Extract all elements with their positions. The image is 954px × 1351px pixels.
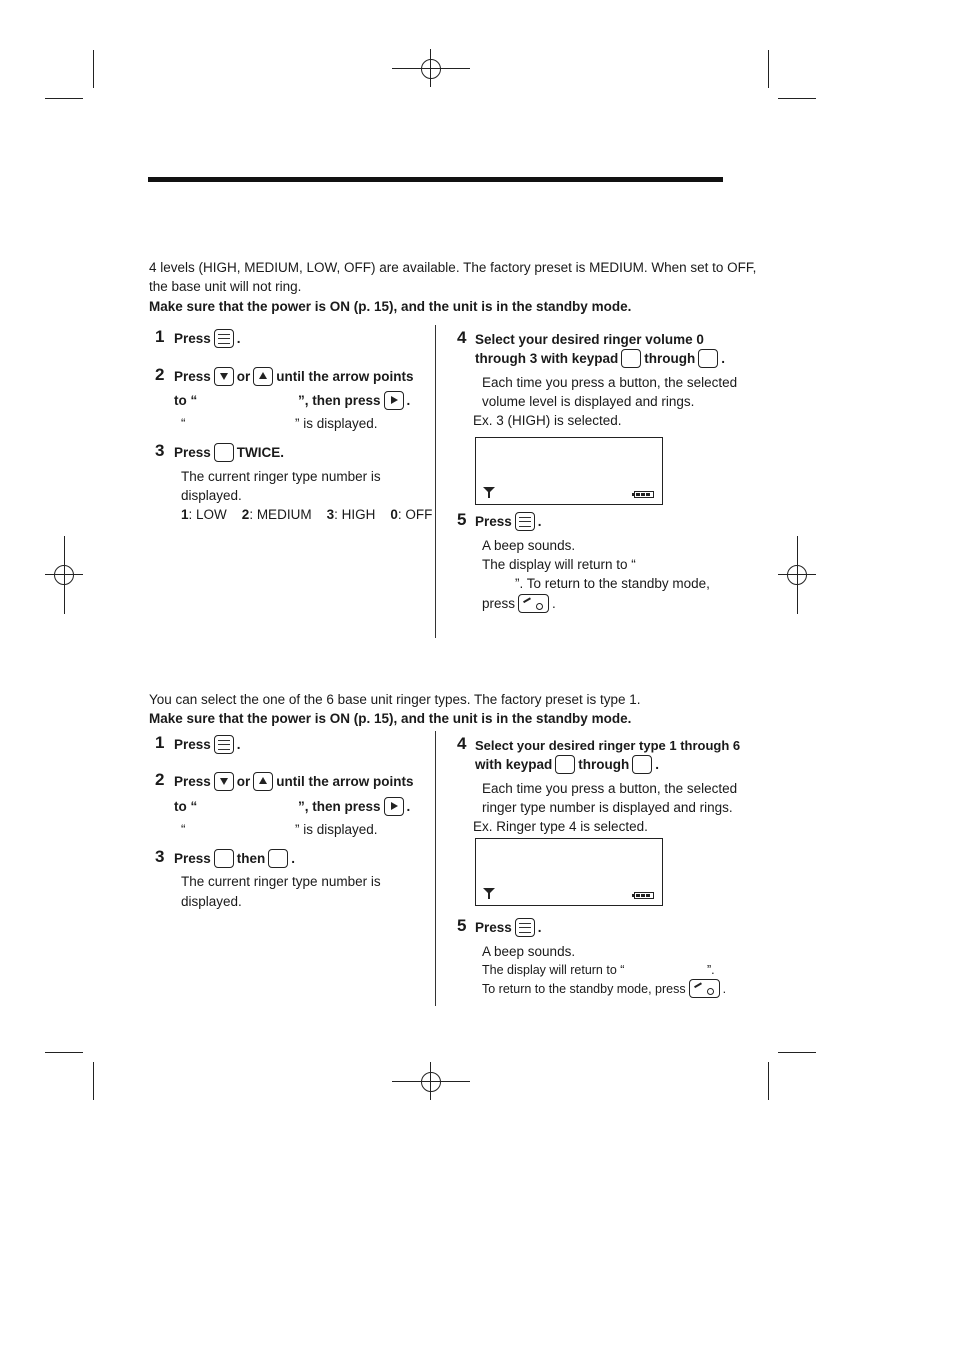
step5-desc-2-end: ”. — [707, 963, 715, 977]
column-divider — [435, 731, 436, 1006]
step2-instruction-to: to “ — [174, 799, 198, 814]
step5-desc-3: To return to the standby mode, press . — [482, 980, 726, 999]
step-number: 3 — [155, 441, 165, 460]
lcd-display — [475, 437, 663, 505]
crop-mark — [93, 50, 94, 88]
keypad-key-icon — [698, 349, 718, 368]
step2-instruction-to: to “ — [174, 393, 198, 408]
keypad-key-icon — [632, 755, 652, 774]
step4-desc: Each time you press a button, the selected — [482, 375, 738, 390]
crop-mark — [768, 1062, 769, 1100]
step-number: 4 — [457, 328, 467, 347]
down-arrow-key-icon — [214, 772, 234, 791]
step2-displayed: ” is displayed. — [295, 416, 378, 431]
step2-instruction: Press or until the arrow points — [174, 367, 414, 387]
step4-instruction-2: through 3 with keypad through . — [475, 349, 725, 369]
crop-mark — [45, 98, 83, 99]
step3-instruction: Press then . — [174, 849, 295, 869]
right-arrow-key-icon — [384, 391, 404, 410]
keypad-key-icon — [214, 849, 234, 868]
header-rule — [148, 177, 723, 182]
menu-key-icon — [214, 329, 234, 348]
battery-icon — [634, 892, 654, 899]
volume-level-item: 3: HIGH — [326, 507, 376, 522]
step2-open-quote: “ — [181, 416, 186, 431]
battery-icon — [634, 491, 654, 498]
step5-desc-3: ”. To return to the standby mode, — [515, 576, 710, 591]
step4-desc: Each time you press a button, the selected — [482, 781, 738, 796]
keypad-key-icon — [214, 443, 234, 462]
step4-instruction: Select your desired ringer volume 0 — [475, 332, 704, 347]
step2-instruction-then: ”, then press . — [298, 797, 410, 817]
section1-intro: 4 levels (HIGH, MEDIUM, LOW, OFF) are available. The factory preset is MEDIUM. When set to OFF, — [149, 260, 757, 275]
step-number: 1 — [155, 733, 165, 752]
volume-level-item: 2: MEDIUM — [241, 507, 312, 522]
keypad-key-icon — [268, 849, 288, 868]
step2-displayed: ” is displayed. — [295, 822, 378, 837]
volume-level-list — [181, 505, 432, 524]
step5-desc: A beep sounds. — [482, 538, 576, 553]
registration-mark-left — [45, 536, 83, 614]
registration-mark-top — [392, 49, 470, 87]
down-arrow-key-icon — [214, 367, 234, 386]
step3-desc: The current ringer type number is — [181, 469, 381, 484]
step-number: 2 — [155, 365, 165, 384]
keypad-key-icon — [555, 755, 575, 774]
menu-key-icon — [515, 918, 535, 937]
lcd-display — [475, 838, 663, 906]
step3-desc-2: displayed. — [181, 488, 242, 503]
registration-mark-bottom — [392, 1062, 470, 1100]
step4-instruction-2: with keypad through . — [475, 755, 659, 775]
step2-instruction-then: ”, then press . — [298, 391, 410, 411]
step3-desc-2: displayed. — [181, 894, 242, 909]
column-divider — [435, 325, 436, 638]
crop-mark — [768, 50, 769, 88]
talk-off-key-icon — [689, 979, 720, 998]
step3-desc: The current ringer type number is — [181, 874, 381, 889]
step5-instruction: Press . — [475, 512, 542, 532]
crop-mark — [778, 1052, 816, 1053]
section2-intro: You can select the one of the 6 base unit ringer types. The factory preset is type 1. — [149, 692, 641, 707]
volume-level-item: 1: LOW — [181, 507, 227, 522]
step-number: 5 — [457, 916, 467, 935]
step3-instruction: Press TWICE. — [174, 443, 284, 463]
section1-intro-2: the base unit will not ring. — [149, 279, 302, 294]
step4-desc-2: ringer type number is displayed and rings. — [482, 800, 733, 815]
antenna-icon — [483, 487, 495, 499]
talk-off-key-icon — [518, 594, 549, 613]
volume-level-item: 0: OFF — [390, 507, 433, 522]
up-arrow-key-icon — [253, 772, 273, 791]
antenna-icon — [483, 888, 495, 900]
step4-example: Ex. Ringer type 4 is selected. — [473, 819, 648, 834]
keypad-key-icon — [621, 349, 641, 368]
step-number: 5 — [457, 510, 467, 529]
step5-desc-2: The display will return to “ — [482, 963, 625, 977]
step-number: 4 — [457, 734, 467, 753]
step5-desc-4: press . — [482, 594, 556, 614]
step4-desc-2: volume level is displayed and rings. — [482, 394, 695, 409]
crop-mark — [93, 1062, 94, 1100]
menu-key-icon — [515, 512, 535, 531]
step-number: 2 — [155, 770, 165, 789]
menu-key-icon — [214, 735, 234, 754]
step5-desc: A beep sounds. — [482, 944, 576, 959]
registration-mark-right — [778, 536, 816, 614]
step1-instruction: Press . — [174, 735, 241, 755]
up-arrow-key-icon — [253, 367, 273, 386]
step4-instruction: Select your desired ringer type 1 through 6 — [475, 738, 741, 753]
section2-requirement: Make sure that the power is ON (p. 15), and the unit is in the standby mode. — [149, 711, 632, 726]
step1-instruction: Press . — [174, 329, 241, 349]
step-number: 1 — [155, 327, 165, 346]
crop-mark — [45, 1052, 83, 1053]
right-arrow-key-icon — [384, 797, 404, 816]
crop-mark — [778, 98, 816, 99]
step4-example: Ex. 3 (HIGH) is selected. — [473, 413, 622, 428]
step5-instruction: Press . — [475, 918, 542, 938]
step2-open-quote: “ — [181, 822, 186, 837]
section1-requirement: Make sure that the power is ON (p. 15), and the unit is in the standby mode. — [149, 299, 632, 314]
step2-instruction: Press or until the arrow points — [174, 772, 414, 792]
step-number: 3 — [155, 847, 165, 866]
step5-desc-2: The display will return to “ — [482, 557, 636, 572]
